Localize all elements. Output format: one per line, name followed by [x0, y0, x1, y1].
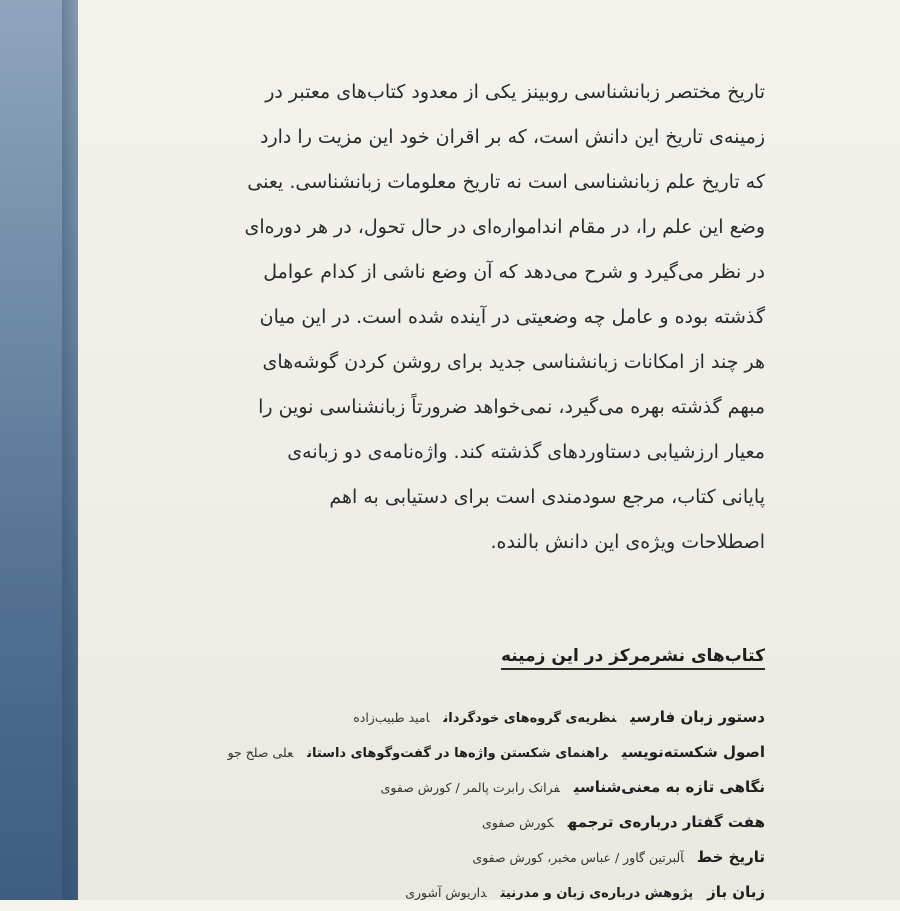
- related-books-list: [145, 700, 765, 910]
- book-author: آلبرتین گاور / عباس مخبر، کورش صفوی: [472, 850, 684, 865]
- description-line: زمینه‌ی تاریخ این دانش است، که بر اقران خود این مزیت را دارد: [260, 126, 765, 148]
- description-line: مبهم گذشته بهره می‌گیرد، نمی‌خواهد ضرورتاً زبانشناسی نوین را: [258, 396, 765, 418]
- book-item: [145, 805, 765, 840]
- description-line: تاریخ مختصر زبانشناسی روبینز یکی از معدود کتاب‌های معتبر در: [265, 81, 765, 103]
- description-line: در نظر می‌گیرد و شرح می‌دهد که آن وضع ناشی از کدام عوامل: [263, 261, 765, 283]
- description-line: وضع این علم را، در مقام اندامواره‌ای در حال تحول، در هر دوره‌ای: [244, 216, 765, 238]
- book-description: [205, 70, 765, 565]
- book-subtitle: راهنمای شکستن واژه‌ها در گفت‌وگوهای داستان: [307, 746, 608, 761]
- book-item: [145, 770, 765, 805]
- book-author: امید طبیب‌زاده: [353, 710, 430, 725]
- book-title: نگاهی تازه به معنی‌شناسی: [573, 778, 765, 796]
- book-title: تاریخ خط: [698, 848, 765, 866]
- book-item: [145, 735, 765, 770]
- description-line: گذشته بوده و عامل چه وضعیتی در آینده شده است. در این میان: [259, 306, 765, 328]
- book-author: فرانک رابرت پالمر / کورش صفوی: [380, 780, 560, 795]
- description-line: اصطلاحات ویژه‌ی این دانش بالنده.: [490, 531, 765, 553]
- related-books-heading: کتاب‌های نشرمرکز در این زمینه: [501, 646, 765, 670]
- book-title: دستور زبان فارسی: [630, 708, 765, 726]
- description-line: معیار ارزشیابی دستاوردهای گذشته کند. واژه‌نامه‌ی دو زبانه‌ی: [287, 441, 765, 463]
- book-author: علی صلح جو: [227, 745, 294, 760]
- description-line: که تاریخ علم زبانشناسی است نه تاریخ معلومات زبانشناسی. یعنی: [247, 171, 765, 193]
- book-subtitle: پژوهش درباره‌ی زبان و مدرنیت: [500, 886, 694, 901]
- book-title: هفت گفتار درباره‌ی ترجمه: [567, 813, 765, 831]
- book-title: زبان باز: [707, 883, 765, 901]
- book-item: [145, 875, 765, 910]
- book-item: [145, 840, 765, 875]
- description-line: پایانی کتاب، مرجع سودمندی است برای دستیابی به اهم: [329, 486, 765, 508]
- book-item: [145, 700, 765, 735]
- book-author: کورش صفوی: [481, 815, 554, 830]
- book-author: داریوش آشوری: [405, 885, 487, 900]
- book-title: اصول شکسته‌نویسی: [621, 743, 765, 761]
- book-subtitle: نظریه‌ی گروه‌های خودگردان: [443, 711, 617, 726]
- description-line: هر چند از امکانات زبانشناسی جدید برای روشن کردن گوشه‌های: [262, 351, 765, 373]
